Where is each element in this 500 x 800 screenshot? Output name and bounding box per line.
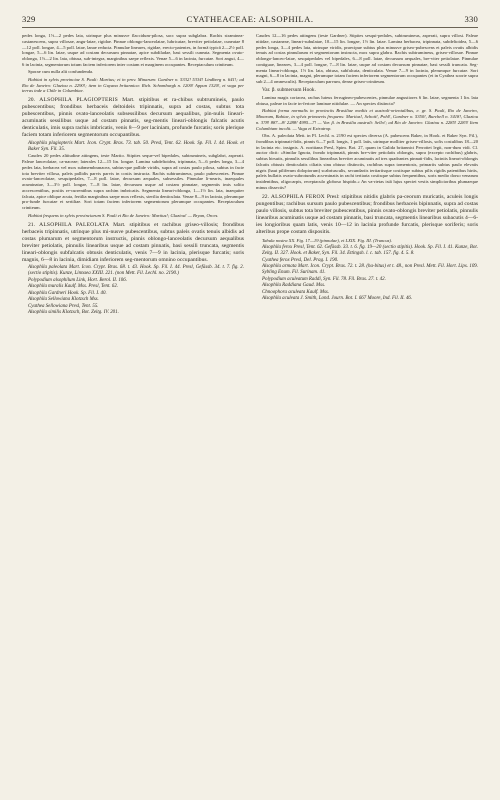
species-heading xyxy=(22,97,244,139)
description-paragraph: Lamina magis coriacea, rachus luteus ferrugineo-pubescentes, pinnulae angustiores 6 lin. latae, segmenta 1 lin. lata obtusa, paleae in facie in-feriore laminae nitidulae. — An species distincta? xyxy=(256,95,478,106)
description-paragraph: Sporae cum nulla alii confundenda. xyxy=(28,69,94,75)
running-head xyxy=(22,14,478,28)
synonym-citation: Alsophila ferox Presl, Tent. 62. Gefässb. 33. t. 6. fig. 19—20 (sectio stipitis). Hook. Sp. Fil. I. 41. Kunze, Bot. Zeitg. II. 327. Hook. et Baker, Syn. Fil. 34. Ettingsh. l. c. tab. 157. fig. 4. 5. 8. xyxy=(262,245,478,257)
species-heading xyxy=(22,222,244,264)
synonym-citation: Alsophila aculeata J. Smith, Lond. Journ. Bot. I. 667 Moore, Ind. Fil. II. 46. xyxy=(262,296,413,302)
synonym-citation: Polypodium aculeatum Raddi, Syn. Fil. 78. Fil. Bras. 27. t. 42. xyxy=(262,276,386,282)
synonym-citation: Polypodium alsophilum Link, Hort. Berol. II. 106. xyxy=(28,277,127,283)
description-paragraph: Caudex 12—16 pedes attingens (teste Gardner). Stipites sesqui-pedales, subtrumineus, asperati, supra villosi. Paleae nitidae, castaneae, lineari-subulatae, 10—15 lin. longae, 1½ lin. latae. Lamina herbacea, tripinnata, subdeltoidea, 5—6 pedes longa, 3—4 pedes lata, utrinque viridis, praecipue subtus plus minusve griseo-pubescens et paleis ovatis albidis tenuis ad costas pinnularum et segmentorum instructa, mox supra glabra. Rachis subtrumineus, griseo-villosae. Pinnae oblongo-lanceo-latae, sesquipedales vel bipedales, 6—8 poll. latae, decursum aequales, bre-viter petiolatae. Pinnulae contiguae, lineares, 3—4 poll. longae, 7—8 lin. latae, usque ad costam decursum pinnatae, basi sessili truncata. Seg-menta lineari-oblonga, 1½ lin. lata, obtusa, subfalcata, denticulata. Venae 7—9 in lacinia, plerumque furcatae. Sori magni, 6—8 in lacinia, magni, plerumque totam faciem inferiorem segmentorum occupantes (et in Cyathea soorie supra sub 2—4 omnesculis). Receptaculum parvum, dense griseo-criniteum. xyxy=(256,33,478,84)
left-column xyxy=(22,33,244,793)
page-number-right: 330 xyxy=(464,14,478,24)
synonym-citation: Alsophila muralis Kaulf. Mss. Presl, Tent. 62. xyxy=(28,284,119,290)
description-paragraph: pedes longa, 1½—2 pedes lata, utrinque plus minusve flaccidum-pilosa, sacc supra subglabra. Rachis straminea-castanescens, supra villosae, angu-latae, rigidae. Pinnae oblongo-lanceolatae, lubricatae, breviter petiolatae, cuneatae 8—12 poll. longae, 4—5 poll. latae, lanae reducta. Pinnulae lineares, rigidae, erecto-patentes, in formā typicā 2—2½ poll. longae, 5—6 lin. latae, usque ad costam decursum pinnatae, apice subdiladae, basi sessili cuneata. Segmenta ovato-oblonga, 1½—2 lin. lata, obtusa, sub-integra, marginibus saepe reflexis. Venae 5—6 in lacinia, furcatae. Sori angui, 4—6 in lacinia, segmentorum totum faciem inferiorem inter costam et marginem occupantes. Receptaculum criniteum. xyxy=(22,33,244,67)
synonym-citation: Alsophila Gardneri Hook. Sp. Fil. I. 40. xyxy=(28,290,107,296)
species-diagnosis: stipitibus nitidis glabris pa-ceorum muricatis, aculeis longis pungentibus; rachibus sursum paulo pubescentibus; frondibus herbaceis bipinnatis, supra ad costas paulo villosis, subtus tota breviter pubescentibus, pinnis ovato-oblongis breviter petiolatis, pinnulis linearibus acuminatis usque ad costam pinnatis, basi truncata, segmentis linearibus subacutis 4—6-ies longioribus quam latis, venis 10—12 in lacinia profunde furcatis, plerisque soriferis; soris alteribus prope costam dispositis. xyxy=(256,193,478,235)
species-number: 20. xyxy=(28,97,35,104)
synonym-citation: Cyathea ferox Presl, Del. Prag. I. 190. xyxy=(262,257,339,263)
synonym-citation: Chnoophora aculeata Kaulf. Mss. xyxy=(262,289,330,295)
species-name: ALSOPHILA PALEOLATA xyxy=(39,221,110,228)
species-number: 21. xyxy=(28,221,35,228)
synonym-citation: Alsophila similis Klotzsch, Bot. Zeitg. IV. 201. xyxy=(28,310,119,316)
synonym-citation: Cyathea Sellowiana Presl, Tent. 55. xyxy=(28,303,99,309)
habitat-paragraph: Habitat frequens in sylvis provinciarum S. Pauli et Rio de Janeiro: Martius!; Glaziou! — Bryan, Orces. xyxy=(28,212,219,218)
species-author: Presl: xyxy=(326,193,340,200)
species-name: ALSOPHILA FEROX xyxy=(270,193,325,200)
species-heading xyxy=(256,194,478,236)
species-diagnosis: stipitibus et rachibus griseo-villosis; frondibus herbaceis tripinnatis, utrinque plus mi-nusve pubescentibus, subtus paleis ovatis tenuis albidis ad costas plumarum et segmentorum instructis, pinnis oblongo-lanceolatis decursum aequalibus breviter petiolatis, pinnulis linearibus usque ad costam pinnatis, basi sessili truncata, segmentis lineari-oblongis subfalcatis obtusis denticulatis, venis 7—9 in lacinia, plerisque furcatis; soris magnis, 6—8 in lacinia, dimidiam inferiorem seg-mentorum omnino occupantibus. xyxy=(22,221,244,263)
synonym-citation: Alsophila plagiopteris Mart. Icon. Crypt. Bras. 73. tab. 50. Presl, Tent. 62. Hook. Sp. Fil. I. 44. Hook. et Baker Syn. Fil. 35. xyxy=(28,140,244,152)
species-number: 22. xyxy=(262,193,269,200)
page-number-left: 329 xyxy=(22,14,36,24)
habitat-paragraph: Habitat forma normalis in provinciis Brasiliae mediis et australi-orientalibus, e. gr. S. Pauli, Rio de Janeiro, Minarum, Bahiae, in sylvis primaevis frequens: Martius!, Schott!, Pohl!, Gardner n. 5350!, Burchell n. 3418!, Glaziou n. 378! 887—8! 2288! 4995—7! — Var. β. in Brasilia australi: Sello!; ad Rio de Janeiro: Glaziou n. 2285! 2283! Item Columbiam incolit. — Vaga et Extratrop. xyxy=(256,108,478,131)
running-title: CYATHEACEAE: ALSOPHILA. xyxy=(186,14,314,24)
species-author: Mart. xyxy=(113,221,126,228)
description-paragraph: Obs. A. paleolata Mett. in Pl. Lechl. n. 2190 est species diversa (A. pubescens Baker, in Hook. et Baker Syn. Fil.), frondibus tripinnati-fidis, pinnis 6—7 poll. longis, 1 poll. latis, utrinque molliter griseo-villosis, sofis costulibus 18—20 in lacinia etc. insignis. A. noritiana Presl, Spim. Bot. 27, quam in Gulida britannici Perrottet legit, non-dum vidi. Cl. auctor dicit: »Similar Ignota, frondo tripinnatā, pinnis bre-viter petiolatis oblongis, supra (excepto rachibus) glabris, subtus hirsutis, pinnulis sessilibus linearibus breviter acuminatis ad tres quadrantes pinnati-fidis, laciniis lineari-oblongis falcatis obtusis denticulatis ciliatis sinu obtuso distinctis, rachibus supra tomentosis, primariis subtus paulo elevatis nigris (haut piliferum dolopiorum) scabriusculis, secundariis tertiariisque costisque subtus pilis rigidis patentibus hirtis, paleis bullatis ovato-subrotundis acu-minatis in rachi tertiaria costisque subtus frequentibus, soris medio dorso venarum insidentibus, oligocarpis, receptaculo globoso hispido.« An va-rietas istā lujus speciei vestis simplicioribus plumaeque minus dissectis? xyxy=(256,133,478,190)
synonym-citation: Alsophila armata Mart. Icon. Crypt. Bras. 72. t. 28. (ha-bitus) et t. 48., non Presl. Mett. Fil. Hort. Lips. 109. Sybling Enum. Fil. Surinam. 41. xyxy=(262,264,478,276)
habitat-paragraph: Tabula nostra XX. Fig. 17—19 (pinnulae), et LXIX. Fig. III. (Truncus). xyxy=(262,237,393,243)
species-author: Mart. xyxy=(122,97,135,104)
right-column xyxy=(256,33,478,793)
species-diagnosis: stipitibus et ra-chibus subtrumineis, paulo pubescentibus; frondibus herbaceis deltoideis tripinnatis, supra ad costas, subtus tota pubescentibus, pinnis ovato-lanceolatis subsessilibus decursum aequalibus, pin-nulis lineari-acuminatis sessilibus usque ad costam pinnatis, seg-mentis lineari-oblongis falcatis acutis denticulatis, imis supra rachis imbricatis, venis 8—9 per laciniam, profunde furcatis; soris plerique faciem totam inferiorem segmentorum occupantibus. xyxy=(22,97,244,139)
habitat-paragraph: Habitat in sylvis provinciae S. Pauli: Martius; et in prov. Minarum: Gardner n. 5332! 5334! Lindberg n. 641!; ad Rio de Janeiro: Glaziou n. 2290!; item in Guyana britannica: Rich. Schomburgk n. 1200! Appun 1320!, et vaga per terras inde a Chile in Columbiae. xyxy=(22,76,244,94)
variety-heading: Var. β. submersum Hook. xyxy=(262,86,316,93)
synonym-citation: Alsophila Raddiana Gaud. Mss. xyxy=(262,283,326,289)
synonym-citation: Alsophila paleolata Mart. Icon. Crypt. Bras. 68. t. 43. Hook. Sp. Fil. I. 44. Presl, Gefässb. 34. t. 7. fig. 2. (sectio stipitis). Kunze, Linnaea XXIII. 221. (non Mett. Fil. Lechl. no. 2190.) xyxy=(28,265,244,277)
synonym-citation: Alsophila Sellowiana Klotzsch Mss. xyxy=(28,297,99,303)
species-name: ALSOPHILA PLAGIOPTERIS xyxy=(39,97,118,104)
description-paragraph: Caudex 20 pedes altitudine attingens, teste Martio. Stipites seque-vel bipedales, subtrumineis, subglabri, asperati. Paleae lanceolatae, ca-naceae; laterales 12—15 lin. longae. Lamina subdeltoidea, tripinnata, 5—6 pedes longa, 3—4 pedes lata, herbacea vel mox submembranacea, subtus-que pallide viridis, supra ad costas paulo pilosa, subtus in facie tota breviter villosa, paleis pallidis parvis parvis in costis instructa. Rachis subtrumineus, paulo pubescentes. Pinnae ovato-lanceolatae, sesquipedales, 7—8 poll. latae, decursum aequales, subsessiles. Pinnulae li-nearis, inaequales acuminatae, 3—3½ poll. longae, 7—8 lin. latae, decursum usque ad costam pinnatae, segmentis imis solito accrescentibus, positis re-currentibus supra rachim imbricatis. Segmenta lineari-oblonga, 1—1½ lin. lata, inaequiter falcata, apice oblique acuta, fertilia marginibus saepe mox reflexis, sterilia denticulata. Venae 8—9 in lacinia, plerumque pro-funde furcatae et sertiltae. Sori totam faciem inferiorem segmentorum plerumque occupantes. Receptaculum criniteum. xyxy=(22,153,244,211)
text-columns xyxy=(22,33,478,793)
